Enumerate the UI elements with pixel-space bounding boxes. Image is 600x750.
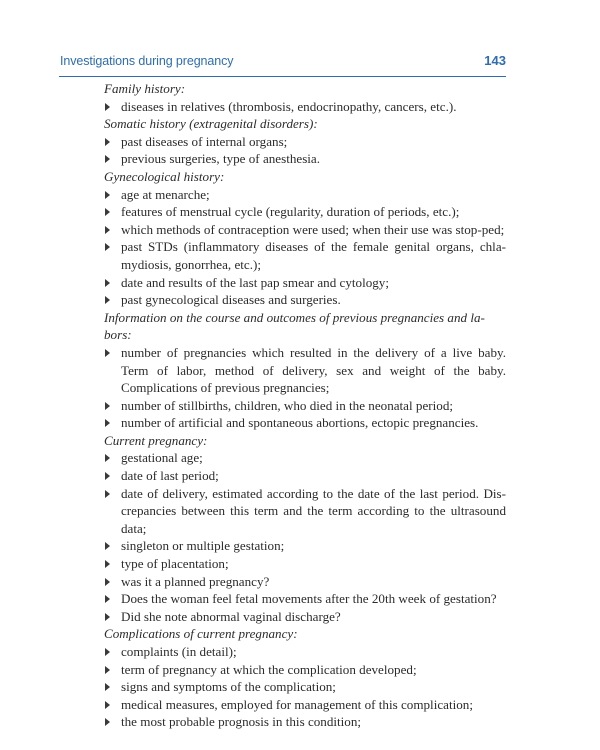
list-item-text: medical measures, employed for management of this complication; xyxy=(121,696,473,712)
list-item xyxy=(104,203,506,221)
list-item-text: Did she note abnormal vaginal discharge? xyxy=(121,608,341,624)
list-item-text: number of stillbirths, children, who died in the neonatal period; xyxy=(121,397,453,413)
list-item-text: previous surgeries, type of anesthesia. xyxy=(121,151,321,167)
list-item xyxy=(104,661,506,679)
list-item-text: term of pregnancy at which the complication developed; xyxy=(121,661,417,677)
list-item-text: age at menarche; xyxy=(121,186,210,202)
bullet-arrow-icon xyxy=(105,648,110,656)
section-heading: Gynecological history: xyxy=(104,168,225,184)
list-item xyxy=(104,291,506,309)
list-item xyxy=(104,397,506,415)
list-item xyxy=(104,555,506,573)
bullet-arrow-icon xyxy=(105,454,110,462)
list-item xyxy=(104,221,506,239)
list-item-text: date of delivery, estimated according to the date of the last period. Dis-crepancies between this term and the term according to the ultrasound data; xyxy=(121,485,506,536)
list-item-text: signs and symptoms of the complication; xyxy=(121,679,336,695)
bullet-arrow-icon xyxy=(105,191,110,199)
list-item-text: diseases in relatives (thrombosis, endocrinopathy, cancers, etc.). xyxy=(121,98,457,114)
list-item xyxy=(104,150,506,168)
bullet-arrow-icon xyxy=(105,243,110,251)
list-item xyxy=(104,414,506,432)
header-title: Investigations during pregnancy xyxy=(60,54,234,68)
list-item xyxy=(104,344,506,397)
list-item xyxy=(104,133,506,151)
list-item xyxy=(104,590,506,608)
list-item xyxy=(104,713,506,731)
bullet-arrow-icon xyxy=(105,279,110,287)
section-heading: Information on the course and outcomes of previous pregnancies and la-bors: xyxy=(104,309,485,343)
list-item-text: Does the woman feel fetal movements after the 20th week of gestation? xyxy=(121,591,497,607)
list-item-text: number of artificial and spontaneous abortions, ectopic pregnancies. xyxy=(121,415,479,431)
list-item xyxy=(104,98,506,116)
list-item-text: past diseases of internal organs; xyxy=(121,133,288,149)
list-item xyxy=(104,608,506,626)
bullet-arrow-icon xyxy=(105,595,110,603)
page-number: 143 xyxy=(484,53,506,68)
bullet-arrow-icon xyxy=(105,419,110,427)
bullet-arrow-icon xyxy=(105,666,110,674)
list-item-text: which methods of contraception were used; when their use was stop-ped; xyxy=(121,221,505,237)
bullet-arrow-icon xyxy=(105,226,110,234)
bullet-arrow-icon xyxy=(105,138,110,146)
list-item xyxy=(104,696,506,714)
list-item xyxy=(104,238,506,273)
list-item-text: date and results of the last pap smear and cytology; xyxy=(121,274,389,290)
bullet-arrow-icon xyxy=(105,155,110,163)
list-item-text: the most probable prognosis in this condition; xyxy=(121,714,362,730)
list-item xyxy=(104,467,506,485)
list-item xyxy=(104,678,506,696)
bullet-arrow-icon xyxy=(105,349,110,357)
bullet-arrow-icon xyxy=(105,472,110,480)
bullet-arrow-icon xyxy=(105,578,110,586)
section-heading: Current pregnancy: xyxy=(104,432,208,448)
list-item xyxy=(104,537,506,555)
list-item xyxy=(104,643,506,661)
bullet-arrow-icon xyxy=(105,208,110,216)
list-item xyxy=(104,274,506,292)
running-header xyxy=(59,52,506,77)
list-item-text: past STDs (inflammatory diseases of the female genital organs, chla-mydiosis, gonorrhea, etc.); xyxy=(121,239,506,272)
section-heading: Complications of current pregnancy: xyxy=(104,626,298,642)
bullet-arrow-icon xyxy=(105,683,110,691)
section-heading: Somatic history (extragenital disorders): xyxy=(104,116,318,132)
list-item-text: features of menstrual cycle (regularity, duration of periods, etc.); xyxy=(121,204,460,220)
section-heading: Family history: xyxy=(104,81,186,96)
list-item-text: gestational age; xyxy=(121,450,203,466)
list-item xyxy=(104,573,506,591)
bullet-arrow-icon xyxy=(105,402,110,410)
list-item xyxy=(104,485,506,538)
list-item-text: date of last period; xyxy=(121,468,219,484)
bullet-arrow-icon xyxy=(105,613,110,621)
list-item-text: was it a planned pregnancy? xyxy=(121,573,270,589)
bullet-arrow-icon xyxy=(105,103,110,111)
bullet-arrow-icon xyxy=(105,490,110,498)
list-item-text: type of placentation; xyxy=(121,556,229,572)
list-item-text: singleton or multiple gestation; xyxy=(121,538,285,554)
list-item-text: past gynecological diseases and surgeries. xyxy=(121,292,341,308)
bullet-arrow-icon xyxy=(105,542,110,550)
bullet-arrow-icon xyxy=(105,296,110,304)
list-item-text: complaints (in detail); xyxy=(121,644,237,659)
list-item xyxy=(104,449,506,467)
bullet-arrow-icon xyxy=(105,560,110,568)
list-item xyxy=(104,186,506,204)
document-body xyxy=(104,80,506,731)
bullet-arrow-icon xyxy=(105,718,110,726)
bullet-arrow-icon xyxy=(105,701,110,709)
list-item-text: number of pregnancies which resulted in the delivery of a live baby. Term of labor, method of delivery, sex and weight of the baby. Complications of previous pregnancies; xyxy=(121,344,506,396)
